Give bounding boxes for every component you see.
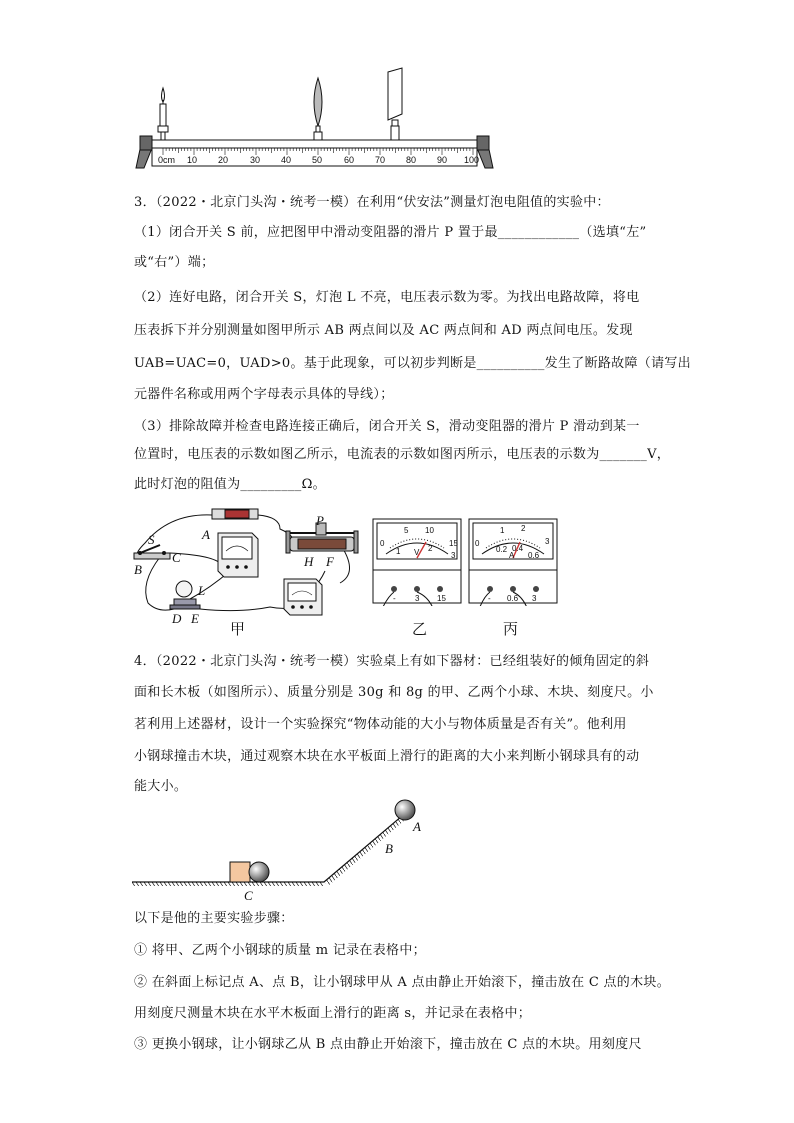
small-ball — [249, 862, 269, 882]
ammeter-dial — [468, 518, 560, 606]
caption-yi: 乙 — [412, 622, 428, 638]
volt-terminal: - — [393, 594, 396, 603]
q3-line: 或“右”）端； — [134, 255, 215, 270]
amp-unit: A — [509, 551, 515, 560]
label-H: H — [304, 554, 314, 569]
amp-scale: 1 — [500, 526, 505, 535]
ramp-label-A: A — [413, 819, 421, 834]
q4-line: 面和长木板（如图所示）、质量分别是 30g 和 8g 的甲、乙两个小球、木块、刻度尺。小 — [134, 685, 654, 700]
volt-terminal: 15 — [437, 594, 446, 603]
screen-icon — [388, 68, 402, 140]
label-P: P — [316, 513, 324, 528]
label-S: S — [148, 532, 155, 547]
scale-label: 90 — [437, 155, 448, 165]
scale-label: 50 — [312, 155, 323, 165]
ammeter-icon — [284, 579, 322, 615]
candle-icon — [158, 88, 168, 140]
q3-line: 位置时，电压表的示数如图乙所示，电流表的示数如图丙所示，电压表的示数为_______V， — [134, 447, 671, 462]
q4-line: 4．（2022・北京门头沟・统考一模）实验桌上有如下器材：已经组装好的倾角固定的斜 — [134, 654, 650, 669]
circuit-diagram — [130, 503, 375, 628]
battery-icon — [212, 509, 258, 519]
label-F: F — [326, 554, 334, 569]
q3-line: 压表拆下并分别测量如图甲所示 AB 两点间以及 AC 两点间和 AD 两点间电压。发现 — [134, 323, 633, 338]
caption-jia: 甲 — [230, 622, 246, 638]
scale-label: 70 — [375, 155, 386, 165]
lens-icon — [314, 78, 322, 140]
volt-bottom: 2 — [428, 544, 433, 553]
amp-scale: 2 — [521, 524, 526, 533]
scale-label: 30 — [250, 155, 261, 165]
volt-terminal: 3 — [415, 594, 420, 603]
steel-ball — [395, 800, 415, 820]
amp-terminal: - — [488, 594, 491, 603]
scale-label: 60 — [344, 155, 355, 165]
lamp-icon — [170, 581, 200, 609]
q3-line: 此时灯泡的阻值为_________Ω。 — [134, 477, 326, 492]
q3-line: （1）闭合开关 S 前，应把图甲中滑动变阻器的滑片 P 置于最____________（选填“左” — [134, 225, 647, 240]
volt-end: 15 — [449, 539, 458, 548]
q4-line: 小钢球撞击木块，通过观察木块在水平板面上滑行的距离的大小来判断小钢球具有的动 — [134, 749, 640, 764]
label-L: L — [198, 583, 206, 598]
q3-line: 元器件名称或用两个字母表示具体的导线）； — [134, 387, 394, 402]
q3-line: （2）连好电路，闭合开关 S，灯泡 L 不亮，电压表示数为零。为找出电路故障，将电 — [134, 290, 640, 305]
q4-step: 用刻度尺测量木块在水平木板面上滑行的距离 s，并记录在表格中； — [134, 1006, 532, 1021]
amp-terminal: 0.6 — [507, 594, 519, 603]
amp-terminal: 3 — [532, 594, 537, 603]
q4-line: 能大小。 — [134, 779, 188, 794]
q3-line: （3）排除故障并检查电路连接正确后，闭合开关 S，滑动变阻器的滑片 P 滑动到某一 — [134, 419, 640, 434]
scale-label: 100 — [464, 155, 480, 165]
q4-step: ① 将甲、乙两个小钢球的质量 m 记录在表格中； — [134, 943, 426, 958]
q3-line: UAB=UAC=0，UAD>0。基于此现象，可以初步判断是__________发生了断路故障（请写出 — [134, 356, 691, 371]
label-D: D — [172, 611, 182, 626]
q4-line: 茗利用上述器材，设计一个实验探究“物体动能的大小与物体质量是否有关”。他利用 — [134, 717, 627, 732]
amp-bottom: 0.6 — [528, 551, 540, 560]
q4-steps-intro: 以下是他的主要实验步骤： — [134, 911, 294, 926]
volt-unit: V — [414, 548, 420, 557]
scale-label: 40 — [281, 155, 292, 165]
volt-scale: 10 — [425, 526, 434, 535]
amp-bottom: 0.4 — [512, 544, 524, 553]
voltmeter-dial — [372, 518, 464, 606]
wood-block — [230, 862, 250, 882]
label-C: C — [172, 550, 181, 565]
scale-label: 0cm — [158, 155, 176, 165]
voltmeter-icon — [218, 533, 258, 577]
ramp-label-B: B — [385, 841, 393, 856]
q4-step: ② 在斜面上标记点 A、点 B，让小钢球甲从 A 点由静止开始滚下，撞击放在 C 点的木块。 — [134, 975, 671, 990]
label-E: E — [191, 611, 199, 626]
volt-bottom: 1 — [396, 547, 401, 556]
amp-zero: 0 — [475, 539, 480, 548]
scale-label: 20 — [218, 155, 229, 165]
q4-step: ③ 更换小钢球，让小钢球乙从 B 点由静止开始滚下，撞击放在 C 点的木块。用刻度尺 — [134, 1037, 642, 1052]
q3-line: 3．（2022・北京门头沟・统考一模）在利用“伏安法”测量灯泡电阻值的实验中： — [134, 195, 610, 210]
amp-bottom: 0.2 — [496, 545, 508, 554]
label-A: A — [202, 527, 210, 542]
volt-bottom: 3 — [451, 551, 456, 560]
label-B: B — [134, 562, 142, 577]
ramp-label-C: C — [244, 888, 253, 903]
volt-zero: 0 — [380, 539, 385, 548]
bench-scale-labels — [158, 155, 488, 169]
amp-end: 3 — [545, 537, 550, 546]
scale-label: 80 — [406, 155, 417, 165]
scale-label: 10 — [187, 155, 198, 165]
volt-scale: 5 — [404, 526, 409, 535]
caption-bing: 丙 — [503, 622, 519, 638]
